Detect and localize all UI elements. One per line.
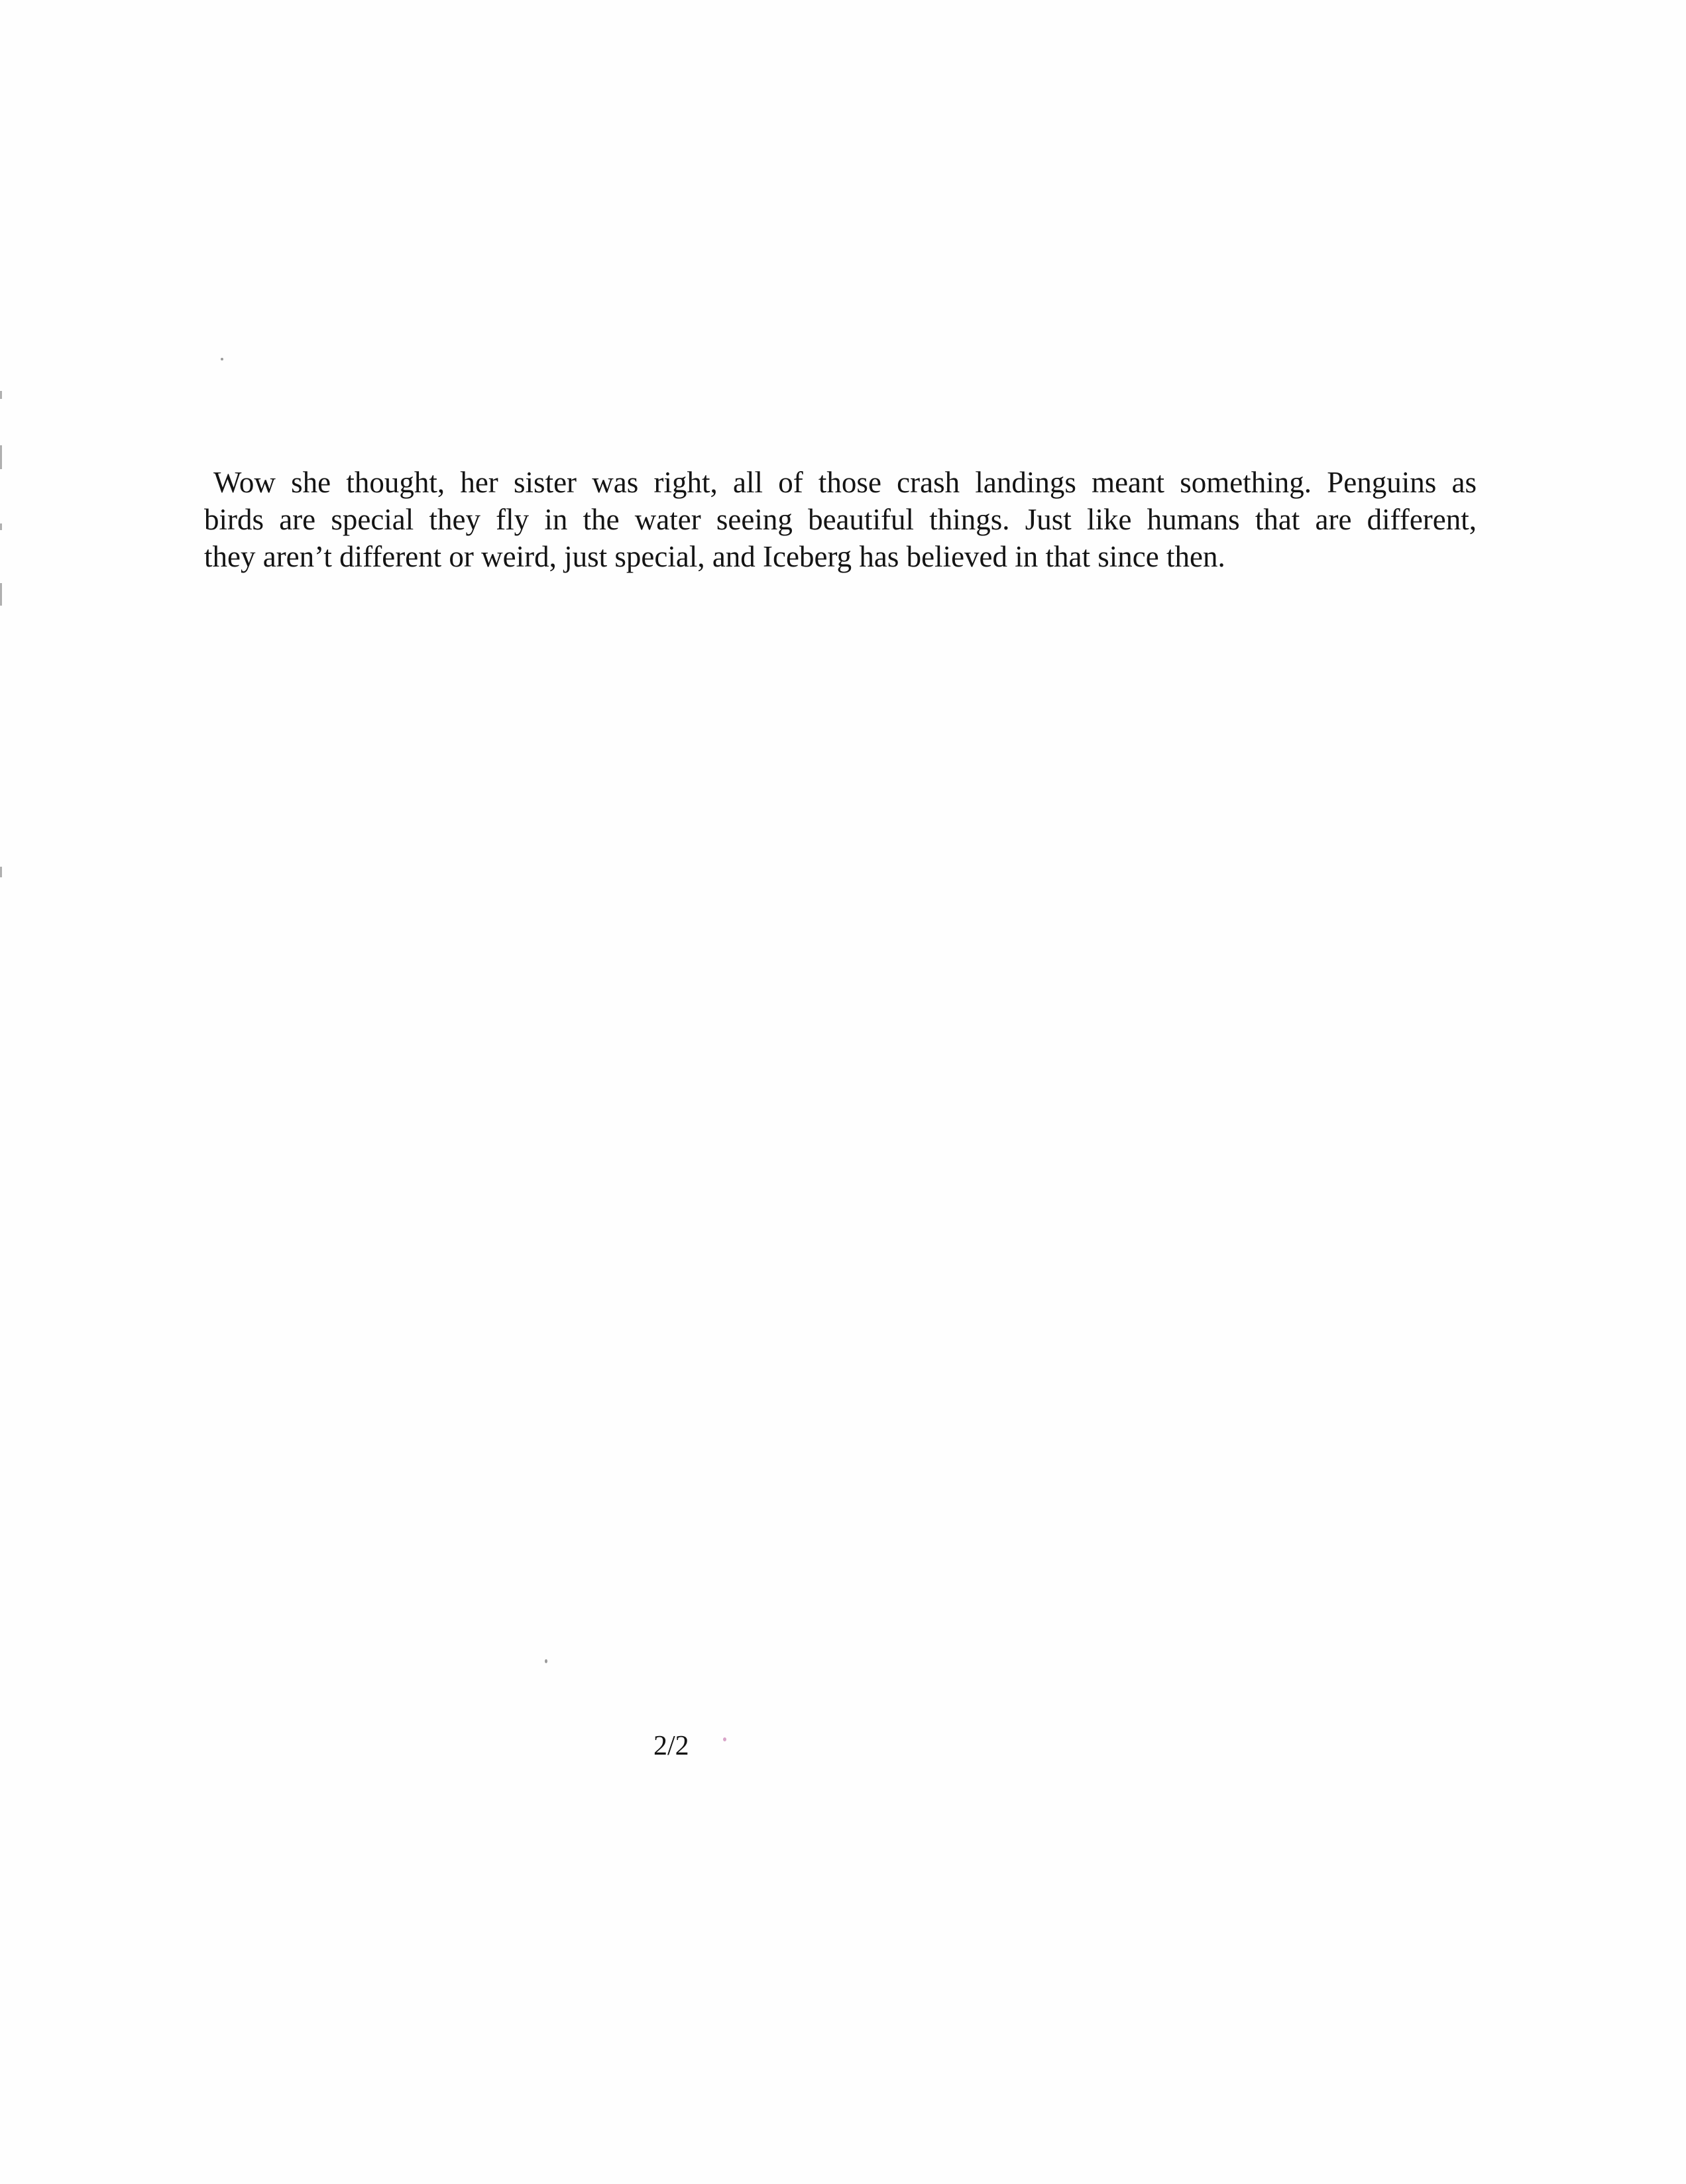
scan-speck xyxy=(723,1737,726,1741)
scan-edge-mark xyxy=(0,445,2,469)
scan-edge-mark xyxy=(0,867,2,877)
scan-speck xyxy=(545,1659,547,1663)
scan-edge-mark xyxy=(0,523,2,530)
paragraph-line-3: they aren’t different or weird, just special, and Iceberg has believed in that since then. xyxy=(204,540,1225,573)
page-number: 2/2 xyxy=(653,1731,689,1761)
paragraph-line-2: birds are special they fly in the water seeing beautiful things. Just like humans that are different, xyxy=(204,503,1477,536)
story-paragraph xyxy=(204,464,1477,575)
scan-edge-mark xyxy=(0,391,2,399)
scan-edge-mark xyxy=(0,583,2,606)
paragraph-line-1: Wow she thought, her sister was right, all of those crash landings meant something. Penguins as xyxy=(213,466,1477,499)
scan-speck xyxy=(221,358,223,360)
